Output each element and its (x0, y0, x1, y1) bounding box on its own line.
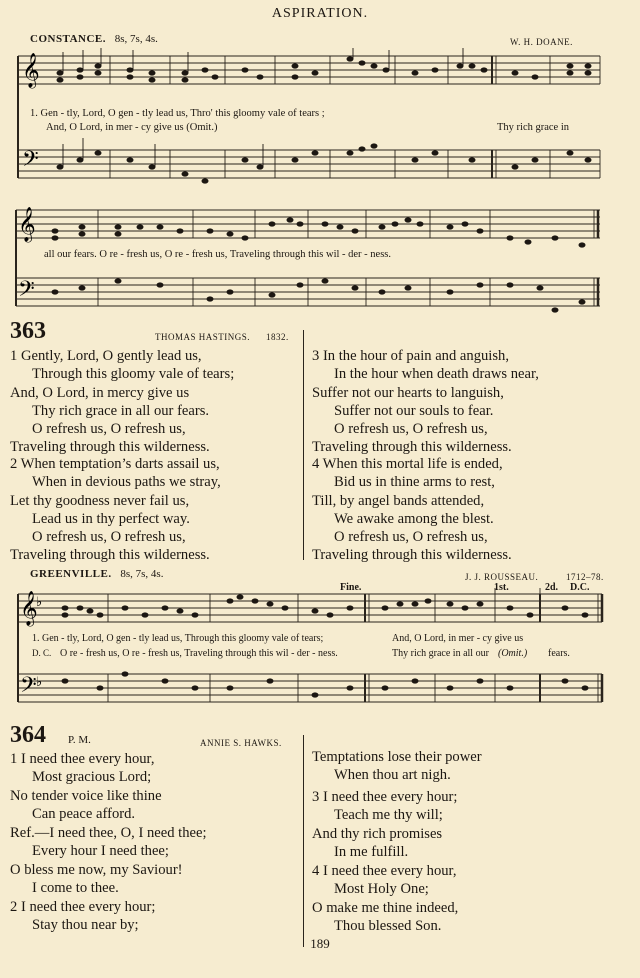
stanza (10, 898, 155, 935)
lyrics-greenville-line2-end: fears. (548, 648, 570, 659)
hymn-number: 363 (10, 318, 46, 344)
stanza (312, 455, 512, 565)
verse-line: 2 When temptation’s darts assail us, (10, 456, 220, 472)
svg-text:♭: ♭ (36, 595, 43, 610)
svg-text:𝄢: 𝄢 (22, 147, 39, 177)
verse-line: We awake among the blest. (334, 510, 494, 527)
verse-line: Lead us in thy perfect way. (32, 510, 190, 527)
lyrics-greenville-line2-right: Thy rich grace in all our (392, 648, 489, 659)
verse-line: Till, by angel bands attended, (312, 492, 485, 509)
hymn-author: ANNIE S. HAWKS. (200, 738, 282, 748)
verse-line: In the hour when death draws near, (334, 366, 539, 383)
lyrics-constance-line1: 1. Gen - tly, Lord, O gen - tly lead us, Thro' this gloomy vale of tears ; (30, 108, 325, 119)
music-system-constance-2 (10, 202, 610, 318)
stanza (10, 347, 234, 457)
verse-line: Suffer not our souls to fear. (334, 402, 494, 419)
verse-line: Suffer not our hearts to languish, (312, 384, 504, 401)
tune-title-constance (30, 33, 158, 45)
verse-line: In me fulfill. (334, 843, 409, 860)
lyrics-greenville-line1-right: And, O Lord, in mer - cy give us (392, 633, 524, 644)
verse-line: 1 I need thee every hour, (10, 751, 155, 767)
stanza (10, 750, 162, 823)
verse-line: And thy rich promises (312, 825, 443, 842)
tune-name: CONSTANCE. (30, 33, 107, 45)
svg-text:𝄞: 𝄞 (20, 591, 38, 626)
stanza-continued (312, 748, 482, 785)
verse-line: 4 When this mortal life is ended, (312, 456, 503, 472)
verse-line: Most gracious Lord; (32, 769, 152, 786)
section-heading: ASPIRATION. (271, 6, 369, 21)
verse-line: Stay thou near by; (32, 917, 139, 934)
verse-line: Traveling through this wilderness. (10, 547, 210, 564)
verse-line: O refresh us, O refresh us, (32, 529, 186, 546)
tune-title-greenville (30, 568, 163, 580)
verse-line: 3 In the hour of pain and anguish, (312, 348, 509, 364)
verse-line: Ref.—I need thee, O, I need thee; (10, 825, 207, 841)
verse-line: Most Holy One; (334, 881, 429, 898)
tune-name: GREENVILLE. (30, 568, 112, 580)
verse-line: When in devious paths we stray, (32, 474, 221, 491)
stanza (10, 455, 221, 565)
svg-text:𝄢: 𝄢 (20, 673, 37, 703)
verse-line: I come to thee. (32, 879, 119, 896)
verse-line: Thy rich grace in all our fears. (32, 402, 210, 419)
lyrics-greenville-line1: 1. Gen - tly, Lord, O gen - tly lead us, Through this gloomy vale of tears; (32, 633, 324, 644)
svg-text:𝄢: 𝄢 (18, 277, 35, 307)
page-number: 189 (310, 936, 330, 951)
tune-composer: W. H. DOANE. (510, 37, 573, 47)
first-ending: 1st. (494, 582, 509, 593)
lyrics-constance-line3: all our fears. O re - fresh us, O re - fresh us, Traveling through this wil - der - ness. (44, 249, 392, 260)
dc-label: D. C. (32, 648, 52, 658)
lyrics-constance-line2-end: Thy rich grace in (497, 122, 570, 133)
column-divider (303, 735, 304, 947)
verse-line: 3 I need thee every hour; (312, 789, 458, 805)
verse-line: O refresh us, O refresh us, (334, 529, 488, 546)
lyrics-greenville-line2: O re - fresh us, O re - fresh us, Traveling through this wil - der - ness. (60, 648, 338, 659)
verse-line: When thou art nigh. (334, 767, 451, 784)
verse-line: Teach me thy will; (334, 807, 443, 824)
verse-line: 4 I need thee every hour, (312, 863, 457, 879)
stanza (312, 347, 539, 457)
svg-text:♭: ♭ (36, 675, 43, 690)
verse-line: Bid us in thine arms to rest, (334, 474, 495, 491)
stanza (312, 862, 458, 935)
tune-meter: 8s, 7s, 4s. (120, 568, 164, 580)
fine-mark: Fine. (340, 582, 362, 593)
verse-line: Temptations lose their power (312, 749, 482, 765)
svg-text:𝄞: 𝄞 (18, 207, 36, 242)
tune-meter: 8s, 7s, 4s. (114, 33, 158, 45)
tune-composer: J. J. ROUSSEAU. (465, 572, 539, 582)
svg-text:𝄞: 𝄞 (22, 53, 40, 88)
hymn-year: 1832. (266, 332, 289, 342)
verse-line: 2 I need thee every hour; (10, 899, 156, 915)
stanza (312, 788, 457, 861)
omit-note: (Omit.) (498, 648, 528, 659)
verse-line: Let thy goodness never fail us, (10, 492, 190, 509)
dc-mark: D.C. (570, 582, 590, 593)
hymn-author: THOMAS HASTINGS. (155, 332, 251, 342)
verse-line: Traveling through this wilderness. (10, 439, 210, 456)
tune-years: 1712–78. (566, 572, 604, 582)
hymn-number: 364 (10, 722, 46, 748)
verse-line: No tender voice like thine (10, 787, 162, 804)
verse-line: O bless me now, my Saviour! (10, 861, 183, 878)
hymn-meter: P. M. (68, 734, 91, 746)
verse-line: Can peace afford. (32, 805, 136, 822)
verse-line: 1 Gently, Lord, O gently lead us, (10, 348, 202, 364)
verse-line: Through this gloomy vale of tears; (32, 366, 235, 383)
second-ending: 2d. (545, 582, 559, 593)
lyrics-constance-line2: And, O Lord, in mer - cy give us (Omit.) (46, 122, 218, 133)
verse-line: O refresh us, O refresh us, (334, 421, 488, 438)
refrain (10, 824, 207, 897)
verse-line: Thou blessed Son. (334, 917, 442, 934)
column-divider (303, 330, 304, 560)
verse-line: Traveling through this wilderness. (312, 439, 512, 456)
verse-line: And, O Lord, in mercy give us (10, 384, 190, 401)
verse-line: O refresh us, O refresh us, (32, 421, 186, 438)
verse-line: Traveling through this wilderness. (312, 547, 512, 564)
verse-line: Every hour I need thee; (32, 843, 169, 860)
verse-line: O make me thine indeed, (312, 899, 459, 916)
